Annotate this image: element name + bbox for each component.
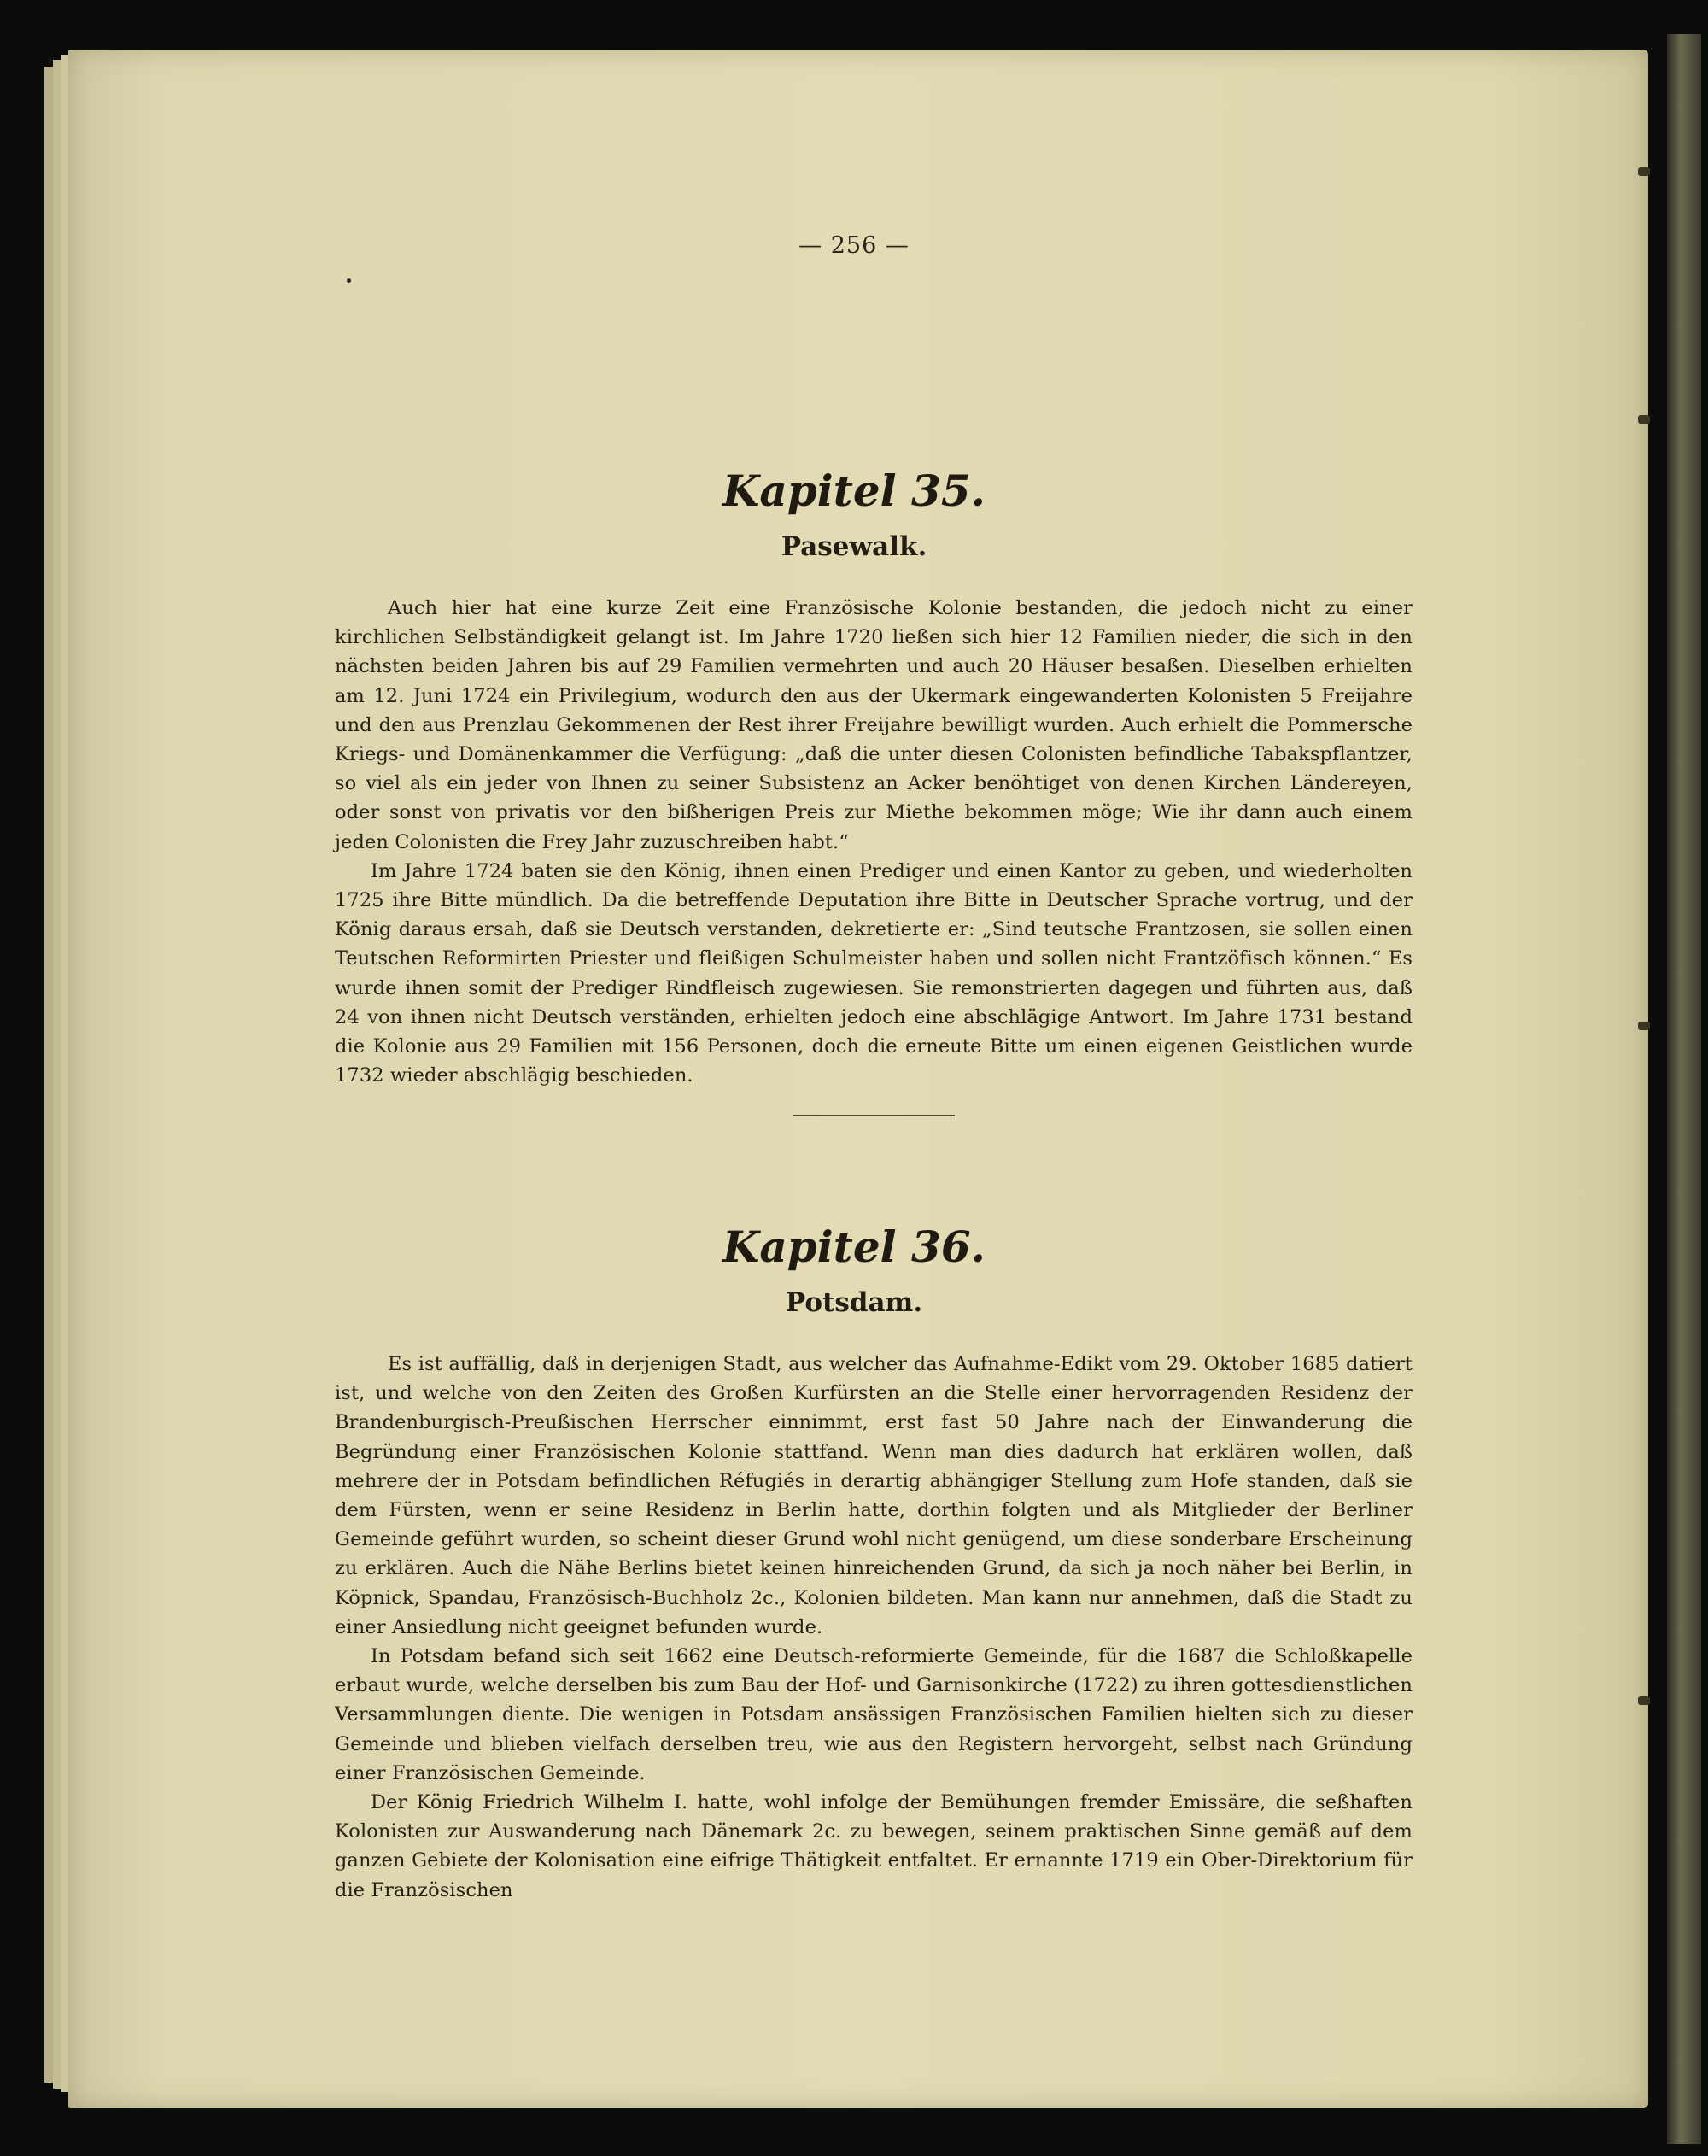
chapter-35-heading: Kapitel 35.: [722, 466, 986, 516]
ink-speck: [347, 278, 351, 283]
chapter-35-body: [335, 594, 1413, 1090]
paragraph: Auch hier hat eine kurze Zeit eine Französische Kolonie bestanden, die jedoch nicht zu einer kirchlichen Selbständigkeit gelangt ist. Im Jahre 1720 ließen sich hier 12 Familien nieder, die sich in den nächsten beiden Jahren bis auf 29 Familien vermehrten und auch 20 Häuser besaßen. Dieselben erhielten am 12. Juni 1724 ein Privilegium, wodurch den aus der Ukermark eingewanderten Kolonisten 5 Freijahre und den aus Prenzlau Gekommenen der Rest ihrer Freijahre bewilligt wurden. Auch erhielt die Pommersche Kriegs- und Domänenkammer die Verfügung: „daß die unter diesen Colonisten befindliche Tabakspflantzer, so viel als ein jeder von Ihnen zu seiner Subsistenz an Acker benöhtiget von denen Kirchen Ländereyen, oder sonst von privatis vor den bißherigen Preis zur Miethe bekommen möge; Wie ihr dann auch einem jeden Colonisten die Frey Jahr zuzuschreiben habt.“: [335, 597, 1413, 853]
page-number: — 256 —: [798, 232, 910, 259]
paragraph: Es ist auffällig, daß in derjenigen Stadt, aus welcher das Aufnahme-Edikt vom 29. Oktober 1685 datiert ist, und welche von den Zeiten des Großen Kurfürsten an die Stelle einer hervorragenden Residenz der Brandenburgisch-Preußischen Herrscher einnimmt, erst fast 50 Jahre nach der Einwanderung die Begründung einer Französischen Kolonie stattfand. Wenn man dies dadurch hat erklären wollen, daß mehrere der in Potsdam befindlichen Réfugiés in derartig abhängiger Stellung zum Hofe standen, daß sie dem Fürsten, wenn er seine Residenz in Berlin hatte, dorthin folgten und als Mitglieder der Berliner Gemeinde geführt wurden, so scheint dieser Grund wohl nicht genügend, um diese sonderbare Erscheinung zu erklären. Auch die Nähe Berlins bietet keinen hinreichenden Grund, da sich ja noch näher bei Berlin, in Köpnick, Spandau, Französisch-Buchholz 2c., Kolonien bildeten. Man kann nur annehmen, daß die Stadt zu einer Ansiedlung nicht geeignet befunden wurde.: [335, 1353, 1413, 1638]
section-divider: [793, 1115, 955, 1116]
chapter-36-title: Potsdam.: [785, 1287, 923, 1318]
paragraph: Der König Friedrich Wilhelm I. hatte, wohl infolge der Bemühungen fremder Emissäre, die seßhaften Kolonisten zur Auswanderung nach Dänemark 2c. zu bewegen, seinem praktischen Sinne gemäß auf dem ganzen Gebiete der Kolonisation eine eifrige Thätigkeit entfaltet. Er ernannte 1719 ein Ober-Direktorium für die Französischen: [335, 1791, 1413, 1901]
binding-clip: [1638, 1022, 1650, 1030]
binding-clip: [1638, 415, 1650, 424]
chapter-35-title: Pasewalk.: [781, 531, 927, 562]
paragraph: In Potsdam befand sich seit 1662 eine Deutsch-reformierte Gemeinde, für die 1687 die Schloßkapelle erbaut wurde, welche derselben bis zum Bau der Hof- und Garnisonkirche (1722) zu ihren gottesdienstlichen Versammlungen diente. Die wenigen in Potsdam ansässigen Französischen Familien hielten sich zu dieser Gemeinde und blieben vielfach derselben treu, wie aus den Registern hervorgeht, selbst nach Gründung einer Französischen Gemeinde.: [335, 1645, 1413, 1784]
binding-clip: [1638, 1696, 1650, 1705]
chapter-36-heading: Kapitel 36.: [722, 1222, 986, 1272]
book-spine-edge: [1667, 34, 1701, 2144]
binding-clip: [1638, 167, 1650, 176]
chapter-36-body: [335, 1350, 1413, 1905]
paragraph: Im Jahre 1724 baten sie den König, ihnen einen Prediger und einen Kantor zu geben, und wiederholten 1725 ihre Bitte mündlich. Da die betreffende Deputation ihre Bitte in Deutscher Sprache vortrug, und der König daraus ersah, daß sie Deutsch verstanden, dekretierte er: „Sind teutsche Frantzosen, sie sollen einen Teutschen Reformirten Priester und fleißigen Schulmeister haben und sollen nicht Frantzöfisch können.“ Es wurde ihnen somit der Prediger Rindfleisch zugewiesen. Sie remonstrierten dagegen und führten aus, daß 24 von ihnen nicht Deutsch verständen, erhielten jedoch eine abschlägige Antwort. Im Jahre 1731 bestand die Kolonie aus 29 Familien mit 156 Personen, doch die erneute Bitte um einen eigenen Geistlichen wurde 1732 wieder abschlägig beschieden.: [335, 859, 1413, 1087]
